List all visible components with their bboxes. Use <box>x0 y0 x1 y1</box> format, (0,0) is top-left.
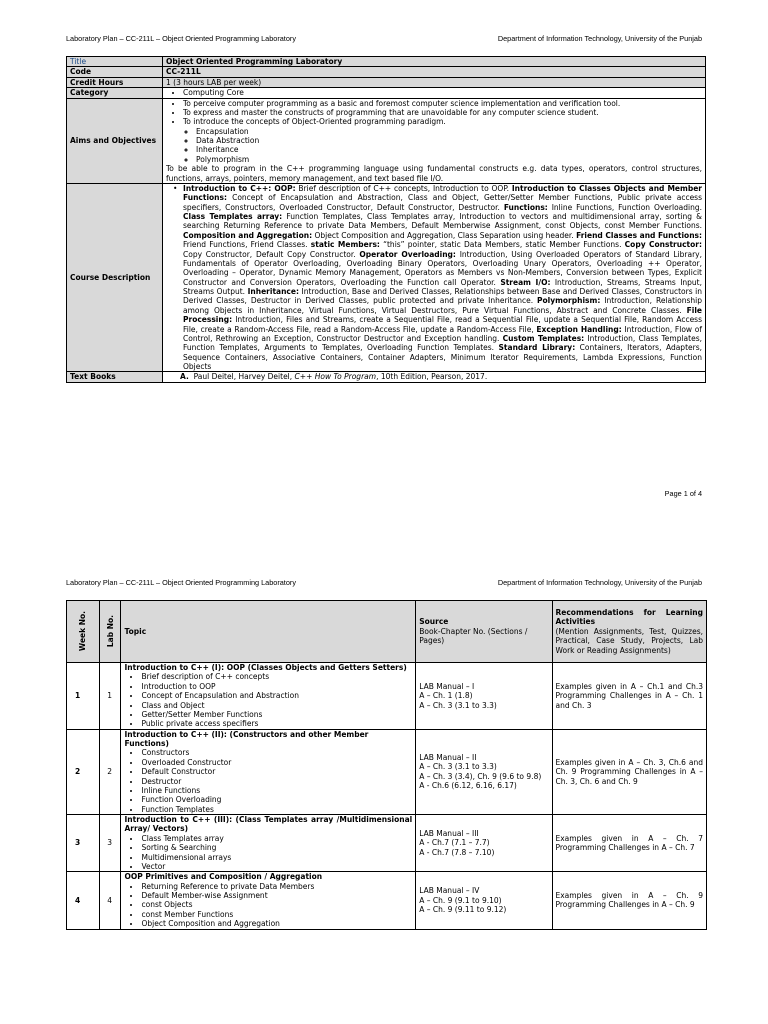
topic-heading: OOP Primitives and Composition / Aggregation <box>124 872 323 882</box>
lab-number: 1 <box>100 663 121 730</box>
desc-heading: Stream I/O: <box>500 277 551 287</box>
credit-value: 1 (3 hours LAB per week) <box>163 77 706 87</box>
aim-sub-item: ◦ Encapsulation <box>196 127 702 136</box>
source-line: A - Ch.7 (7.1 – 7.7) <box>419 838 490 848</box>
col-source-title: Source <box>419 617 449 627</box>
desc-text: Containers, Iterators, Adapters, Sequence Containers, Associative Containers, Container Adapters, Minimum Iterator Requirements, Lambda Expressions, Function Objects <box>183 343 702 371</box>
desc-text: Introduction, Streams, Streams Input, Streams Output. <box>183 277 702 296</box>
page-header <box>66 578 702 587</box>
col-week-header <box>67 601 100 663</box>
source-line: LAB Manual – IV <box>419 886 480 896</box>
page-header <box>66 34 702 43</box>
topic-heading: Introduction to C++ (III): (Class Templates array /Multidimensional Array/ Vectors) <box>124 815 413 834</box>
desc-heading: File Processing: <box>183 305 702 325</box>
book-entry <box>163 372 706 382</box>
books-label: Text Books <box>67 372 163 382</box>
code-row <box>67 67 706 77</box>
source-cell <box>416 663 552 730</box>
col-lab-header <box>100 601 121 663</box>
topic-list <box>124 834 412 872</box>
aims-sub-list <box>166 127 702 165</box>
page-2 <box>0 560 768 1024</box>
source-line: A – Ch. 3 (3.1 to 3.3) <box>419 762 497 772</box>
source-line: LAB Manual – III <box>419 829 479 839</box>
desc-text: Object Composition and Aggregation, Class Separation using header. <box>312 230 577 240</box>
topic-cell <box>121 815 416 872</box>
topic-cell <box>121 872 416 929</box>
desc-heading: Introduction to C++: OOP: <box>183 183 296 193</box>
aim-sub-item: ◦ Data Abstraction <box>196 136 702 145</box>
lab-number: 4 <box>100 872 121 929</box>
col-week-label: Week No. <box>78 611 88 652</box>
category-value: • Computing Core <box>183 88 702 97</box>
desc-text: Brief description of C++ concepts, Introduction to OOP. <box>295 183 512 193</box>
credit-row <box>67 77 706 87</box>
table-row <box>67 872 707 929</box>
aims-row <box>67 98 706 183</box>
table-row <box>67 663 707 730</box>
aim-item: • To introduce the concepts of Object-Oriented programming paradigm. <box>183 117 702 126</box>
desc-text: Introduction, Files and Streams, create a Sequential File, read a Sequential File, update a Sequential File, Random Access File, create a Random-Access File, read a Random-Access File, update a Random-Access File, <box>183 315 702 334</box>
code-value: CC-211L <box>163 67 706 77</box>
book-authors: Paul Deitel, Harvey Deitel, <box>193 372 295 382</box>
desc-text: Introduction, Flow of Control, Rethrowing an Exception, Constructor Destructor and Exception handling. <box>183 324 702 343</box>
code-label: Code <box>67 67 163 77</box>
topic-item: • Object Composition and Aggregation <box>141 919 412 928</box>
desc-text: Friend Functions, Friend Classes. <box>183 240 311 250</box>
title-value: Object Oriented Programming Laboratory <box>163 57 706 67</box>
topic-item: • Class and Object <box>141 701 412 710</box>
desc-text: Inline Functions, Function Overloading. <box>547 202 702 212</box>
table-row <box>67 815 707 872</box>
category-row <box>67 88 706 98</box>
desc-heading: Friend Classes and Functions: <box>576 230 703 240</box>
topic-item: • Constructors <box>141 748 412 757</box>
desc-text: Copy Constructor, Default Copy Constructor. <box>183 249 360 259</box>
week-number: 2 <box>67 729 100 814</box>
page-number: Page 1 of 4 <box>664 489 702 498</box>
recommendation-cell: Examples given in A – Ch. 3, Ch.6 and Ch. 9 Programming Challenges in A – Ch. 3, Ch. 6 and Ch. 9 <box>552 729 707 814</box>
aim-item: • To express and master the constructs of programming that are unavoidable for any computer science student. <box>183 108 702 117</box>
aim-sub-item: ◦ Inheritance <box>196 145 702 154</box>
source-line: A – Ch. 9 (9.1 to 9.10) <box>419 895 502 905</box>
source-line: A – Ch. 9 (9.11 to 9.12) <box>419 905 507 915</box>
books-row <box>67 372 706 382</box>
topic-item: • Overloaded Constructor <box>141 758 412 767</box>
category-label: Category <box>67 88 163 98</box>
desc-heading: Copy Constructor: <box>624 240 702 250</box>
desc-text: Introduction, Class Templates, Function Templates, Arguments to Templates, Overloading Function Templates. <box>183 333 702 353</box>
col-source-header <box>416 601 552 663</box>
col-lab-label: Lab No. <box>105 615 115 648</box>
desc-text: Introduction, Using Overloaded Operators of Standard Library, Fundamentals of Operator Overloading, Overloading Binary Operators, Overloading Unary Operators, Overloading ++ Operator, Overloading – Operator, Dynamic Memory Management, Operators as Members vs Non-Members, Conversion between Types, Explicit Constructor and Conversion Operators, Overloading the Function call Operator. <box>183 249 703 287</box>
desc-text: Introduction, Relationship among Objects in Inheritance, Virtual Functions, Virtual Destructors, Pure Virtual Functions, Abstract and Concrete Classes. <box>183 296 702 315</box>
topic-item: • Concept of Encapsulation and Abstraction <box>141 691 412 700</box>
topic-item: • Function Overloading <box>141 795 412 804</box>
source-line: LAB Manual – II <box>419 753 477 763</box>
desc-heading: Operator Overloading: <box>359 249 456 259</box>
topic-item: • Vector <box>141 862 412 871</box>
topic-item: • Class Templates array <box>141 834 412 843</box>
topic-item: • Public private access specifiers <box>141 719 412 728</box>
topic-list <box>124 748 412 814</box>
topic-item: • const Objects <box>141 900 412 909</box>
lab-number: 3 <box>100 815 121 872</box>
topic-item: • Default Member-wise Assignment <box>141 891 412 900</box>
topic-cell <box>121 729 416 814</box>
description-text <box>166 184 702 372</box>
page-gap <box>0 520 768 560</box>
aim-item: • To perceive computer programming as a basic and foremost computer science implementation and verification tool. <box>183 99 702 108</box>
topic-item: • Default Constructor <box>141 767 412 776</box>
topic-item: • Brief description of C++ concepts <box>141 672 412 681</box>
course-info-table <box>66 56 706 383</box>
desc-heading: Functions: <box>503 202 548 212</box>
book-rest: , 10th Edition, Pearson, 2017. <box>376 372 488 382</box>
source-line: A – Ch. 3 (3.1 to 3.3) <box>419 700 497 710</box>
desc-heading: static Members: <box>310 240 380 250</box>
header-right: Department of Information Technology, University of the Punjab <box>497 34 702 43</box>
source-line: A - Ch.7 (7.8 – 7.10) <box>419 847 495 857</box>
topic-item: • Destructor <box>141 777 412 786</box>
recommendation-cell: Examples given in A – Ch.1 and Ch.3 Programming Challenges in A – Ch. 1 and Ch. 3 <box>552 663 707 730</box>
topic-item: • Returning Reference to private Data Members <box>141 882 412 891</box>
desc-heading: Inheritance: <box>247 287 299 296</box>
title-row <box>67 57 706 67</box>
source-cell <box>416 872 552 929</box>
table-row <box>67 729 707 814</box>
topic-item: • Introduction to OOP <box>141 682 412 691</box>
category-list <box>166 88 702 97</box>
book-marker: A. <box>180 372 189 382</box>
col-topic-header: Topic <box>121 601 416 663</box>
topic-item: • Function Templates <box>141 805 412 814</box>
source-cell <box>416 729 552 814</box>
col-rec-header <box>552 601 707 663</box>
description-label: Course Description <box>67 183 163 372</box>
source-line: A - Ch.6 (6.12, 6.16, 6.17) <box>419 781 517 791</box>
source-line: LAB Manual – I <box>419 681 475 691</box>
desc-heading: Polymorphism: <box>536 296 601 306</box>
bullet-icon: • <box>173 183 184 193</box>
aims-list <box>166 99 702 127</box>
description-row <box>67 183 706 372</box>
lab-number: 2 <box>100 729 121 814</box>
topic-list <box>124 672 412 728</box>
desc-heading: Composition and Aggregation: <box>183 230 313 240</box>
col-source-sub: Book-Chapter No. (Sections / Pages) <box>419 626 528 646</box>
col-rec-title: Recommendations for Learning Activities <box>555 608 703 627</box>
aims-tail: To be able to program in the C++ programming language using fundamental constructs e.g. data types, operators, control structures, functions, arrays, pointers, memory management, and text based file I/O. <box>166 164 702 183</box>
topic-heading: Introduction to C++ (I): OOP (Classes Objects and Getters Setters) <box>124 663 407 672</box>
book-title: C++ How To Program <box>294 372 377 382</box>
desc-heading: Custom Templates: <box>502 333 585 343</box>
topic-item: • Sorting & Searching <box>141 843 412 852</box>
topic-cell <box>121 663 416 730</box>
topic-list <box>124 882 412 929</box>
desc-heading: Standard Library: <box>498 343 576 353</box>
desc-text: Introduction, Base and Derived Classes, Relationships between Base and Derived Classes, Constructors in Derived Classes, Destructor in Derived Classes, public protected and private Inheritance. <box>183 287 703 306</box>
source-line: A – Ch. 1 (1.8) <box>419 691 473 701</box>
title-label: Title <box>67 57 163 67</box>
desc-heading: Exception Handling: <box>536 324 622 334</box>
desc-text: “this” pointer, static Data Members, static Member Functions. <box>379 240 625 250</box>
week-number: 4 <box>67 872 100 929</box>
header-left: Laboratory Plan – CC-211L – Object Oriented Programming Laboratory <box>66 578 296 587</box>
desc-text: Function Templates, Class Templates array, Introduction to vectors and multidimensional array, sorting & searching Returning Reference to private Data Members, Default Memberwise Assignment, const Objects, const Member Functions. <box>183 212 702 231</box>
description-cell <box>163 183 706 372</box>
lab-plan-table <box>66 600 707 930</box>
credit-label: Credit Hours <box>67 77 163 87</box>
aim-sub-item: ◦ Polymorphism <box>196 155 702 164</box>
recommendation-cell: Examples given in A – Ch. 9 Programming Challenges in A – Ch. 9 <box>552 872 707 929</box>
col-rec-sub: (Mention Assignments, Test, Quizzes, Practical, Case Study, Projects, Lab Work or Reading Assignments) <box>555 626 703 655</box>
topic-item: • const Member Functions <box>141 910 412 919</box>
topic-item: • Inline Functions <box>141 786 412 795</box>
topic-item: • Getter/Setter Member Functions <box>141 710 412 719</box>
plan-header-row <box>67 601 707 663</box>
header-left: Laboratory Plan – CC-211L – Object Oriented Programming Laboratory <box>66 34 296 43</box>
week-number: 1 <box>67 663 100 730</box>
header-right: Department of Information Technology, University of the Punjab <box>497 578 702 587</box>
source-cell <box>416 815 552 872</box>
aims-label: Aims and Objectives <box>67 98 163 183</box>
week-number: 3 <box>67 815 100 872</box>
recommendation-cell: Examples given in A – Ch. 7 Programming Challenges in A – Ch. 7 <box>552 815 707 872</box>
desc-heading: Introduction to Classes Objects and Member Functions: <box>183 183 702 203</box>
topic-heading: Introduction to C++ (II): (Constructors and other Member Functions) <box>124 729 369 748</box>
topic-item: • Multidimensional arrays <box>141 853 412 862</box>
desc-heading: Class Templates array: <box>183 212 283 221</box>
source-line: A – Ch. 3 (3.4), Ch. 9 (9.6 to 9.8) <box>419 771 542 781</box>
desc-text: Concept of Encapsulation and Abstraction, Class and Object, Getter/Setter Member Functions, Public private access specifiers, Constructors, Overloaded Constructor, Default Constructor, Destructor. <box>183 193 702 212</box>
